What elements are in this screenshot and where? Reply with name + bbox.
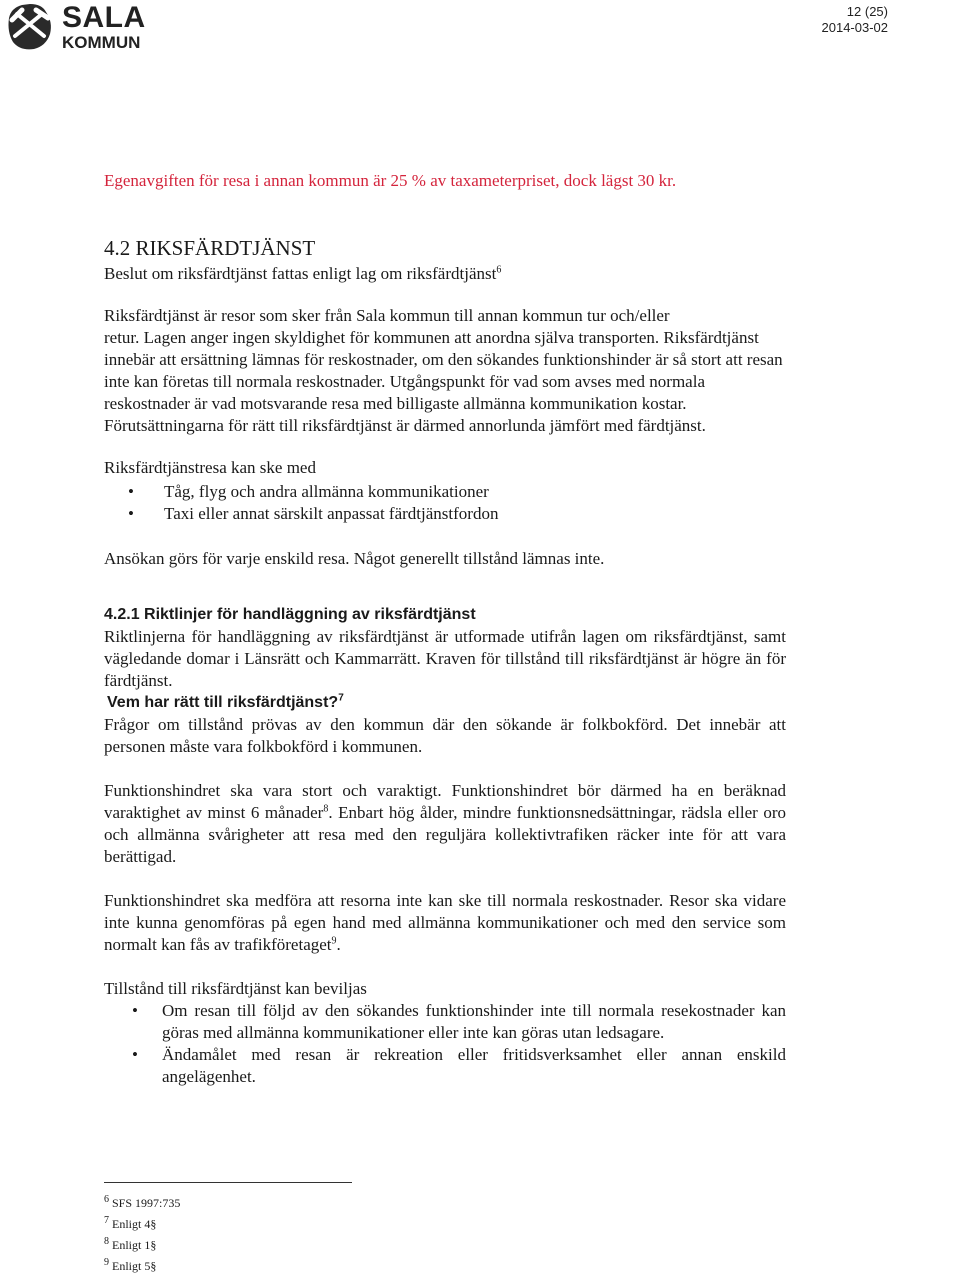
footnote-text: Enligt 1§ bbox=[112, 1238, 157, 1252]
footnote-text: Enligt 5§ bbox=[112, 1259, 157, 1273]
decision-paragraph bbox=[104, 263, 786, 285]
footnote-number: 6 bbox=[104, 1194, 109, 1205]
para-definition bbox=[104, 305, 786, 437]
footnote-ref-9: 9 bbox=[331, 935, 337, 947]
travel-intro: Riksfärdtjänstresa kan ske med bbox=[104, 458, 316, 477]
section-heading: 4.2 RIKSFÄRDTJÄNST bbox=[104, 236, 316, 260]
fee-note: Egenavgiften för resa i annan kommun är 25 % av taxameterpriset, dock lägst 30 kr. bbox=[104, 171, 677, 190]
para-duration-text-a: Funktionshindret ska vara stort och varaktigt. Funktionshindret bör därmed ha en beräknad varaktighet av minst 6 månader bbox=[104, 781, 786, 822]
sala-kommun-logo bbox=[6, 2, 146, 52]
footnote-ref-7: 7 bbox=[338, 692, 344, 704]
footnotes bbox=[104, 1182, 354, 1277]
para-definition-line1: Riksfärdtjänst är resor som sker från Sala kommun till annan kommun tur och/eller bbox=[104, 306, 670, 325]
question-text: Vem har rätt till riksfärdtjänst? bbox=[107, 694, 339, 711]
subsection-heading: 4.2.1 Riktlinjer för handläggning av riksfärdtjänst bbox=[104, 606, 476, 623]
para-duration-text-b: . Enbart hög ålder, mindre funktionsnedsättningar, rädsla eller oro och allmänna svårigheter att resa med den reguljära kollektivtrafiken räcker inte för att vara berättigad. bbox=[104, 803, 786, 866]
footnote-ref-8: 8 bbox=[323, 803, 329, 815]
question-heading bbox=[104, 692, 786, 714]
para-residency: Frågor om tillstånd prövas av den kommun där den sökande är folkbokförd. Det innebär att personen måste vara folkbokförd i kommunen. bbox=[104, 715, 786, 756]
footnote bbox=[104, 1214, 354, 1235]
travel-list bbox=[104, 481, 786, 525]
list-item: • Taxi eller annat särskilt anpassat färdtjänstfordon bbox=[104, 503, 786, 525]
para-definition-rest: retur. Lagen anger ingen skyldighet för kommunen att anordna själva transporten. Riksfärdtjänst innebär att ersättning lämnas för reskostnader, om den sökandes funktionshinder är så stort att resan inte kan företas till normala reskostnader. Utgångspunkt för vad som avses med normala reskostnader är vad motsvarande resa med billigaste allmänna kommunikation kostar. Förutsättningarna för rätt till riksfärdtjänst är därmed annorlunda jämfört med färdtjänst. bbox=[104, 328, 783, 435]
footnote-divider bbox=[104, 1182, 352, 1183]
footnote-ref-6: 6 bbox=[496, 264, 502, 276]
document-body bbox=[104, 170, 786, 1088]
application-note: Ansökan görs för varje enskild resa. Något generellt tillstånd lämnas inte. bbox=[104, 549, 605, 568]
grant-list bbox=[104, 1000, 786, 1088]
list-item: • Ändamålet med resan är rekreation eller fritidsverksamhet eller annan enskild angelägenhet. bbox=[104, 1044, 786, 1088]
footnote bbox=[104, 1193, 354, 1214]
para-service-text-a: Funktionshindret ska medföra att resorna inte kan ske till normala reskostnader. Resor ska vidare inte kunna genomföras på egen hand med allmänna kommunikationer och med den service som normalt kan fås av trafikföretaget bbox=[104, 891, 786, 954]
para-service-text-b: . bbox=[336, 935, 341, 954]
grant-intro: Tillstånd till riksfärdtjänst kan beviljas bbox=[104, 979, 367, 998]
page-number: 12 (25) bbox=[846, 4, 888, 19]
logo-subtitle: KOMMUN bbox=[62, 33, 141, 52]
footnote-number: 7 bbox=[104, 1215, 109, 1226]
document-date: 2014-03-02 bbox=[821, 20, 888, 35]
sala-crossed-hammers-logo-icon bbox=[6, 2, 56, 52]
footnote-number: 8 bbox=[104, 1236, 109, 1247]
list-item: • Tåg, flyg och andra allmänna kommunikationer bbox=[104, 481, 786, 503]
para-service bbox=[104, 890, 786, 956]
footnote-text: Enligt 4§ bbox=[112, 1217, 157, 1231]
list-item: • Om resan till följd av den sökandes funktionshinder inte till normala resekostnader kan göras med allmänna kommunikationer eller inte kan göras utan ledsagare. bbox=[104, 1000, 786, 1044]
para-duration bbox=[104, 780, 786, 868]
decision-text: Beslut om riksfärdtjänst fattas enligt lag om riksfärdtjänst bbox=[104, 264, 497, 283]
guidelines-paragraph: Riktlinjerna för handläggning av riksfärdtjänst är utformade utifrån lagen om riksfärdtjänst, samt vägledande domar i Länsrätt och Kammarrätt. Kraven för tillstånd till riksfärdtjänst är högre än för färdtjänst. bbox=[104, 627, 786, 690]
footnote bbox=[104, 1235, 354, 1256]
footnote-number: 9 bbox=[104, 1257, 109, 1268]
footnote-text: SFS 1997:735 bbox=[112, 1196, 181, 1210]
page-info bbox=[822, 4, 889, 36]
logo-name: SALA bbox=[62, 1, 146, 34]
